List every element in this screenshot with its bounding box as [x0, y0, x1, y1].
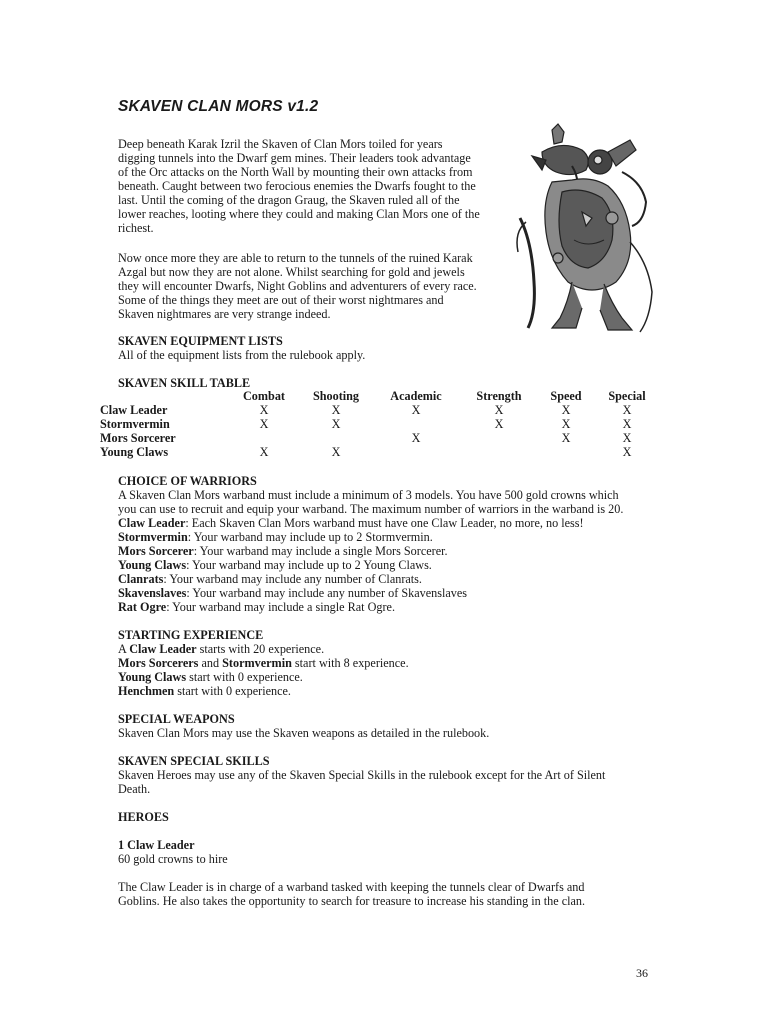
warrior-name: Young Claws [100, 445, 169, 459]
skill-mark: X [622, 417, 632, 431]
rule-label: Claw Leader [118, 516, 186, 530]
skill-mark [538, 445, 594, 459]
skill-mark [372, 417, 460, 431]
intro-paragraph-2 [118, 251, 503, 321]
table-row [100, 403, 660, 417]
column-header: Special [608, 389, 646, 403]
skill-mark: X [331, 445, 341, 459]
skill-mark [300, 431, 372, 445]
bold-term: Claw Leader [129, 642, 197, 656]
rule-text: : Each Skaven Clan Mors warband must have one Claw Leader, no more, no less! [185, 516, 584, 530]
text-line: The Claw Leader is in charge of a warband tasked with keeping the tunnels clear of Dwarfs and [118, 880, 585, 894]
rule-label: Mors Sorcerer [118, 544, 194, 558]
experience-line [118, 642, 658, 656]
claw-leader-description [118, 880, 658, 908]
text-line: Skaven nightmares are very strange indeed. [118, 307, 331, 321]
warrior-name: Claw Leader [100, 403, 168, 417]
rule-label: Rat Ogre [118, 600, 167, 614]
column-header: Combat [243, 389, 285, 403]
page-number: 36 [636, 966, 648, 980]
bold-term: Henchmen [118, 684, 175, 698]
skill-mark: X [561, 417, 571, 431]
warrior-rule [118, 516, 658, 530]
skill-mark: X [411, 431, 421, 445]
section-heading: SPECIAL WEAPONS [118, 712, 235, 726]
skaven-illustration [512, 122, 658, 338]
skill-mark: X [331, 417, 341, 431]
rule-label: Young Claws [118, 558, 187, 572]
text-line: you can use to recruit and equip your warband. The maximum number of warriors in the warband is 20. [118, 502, 624, 516]
text-span: start with 0 experience. [186, 670, 303, 684]
text-line: A Skaven Clan Mors warband must include a minimum of 3 models. You have 500 gold crowns which [118, 488, 619, 502]
text-line: digging tunnels into the Dwarf gem mines. Their leaders took advantage [118, 151, 471, 165]
rule-text: : Your warband may include any number of Clanrats. [163, 572, 422, 586]
warrior-rule [118, 530, 658, 544]
heroes-section [118, 810, 658, 824]
text-span: and [198, 656, 223, 670]
skill-mark: X [331, 403, 341, 417]
section-heading: HEROES [118, 810, 169, 824]
skill-mark: X [259, 417, 269, 431]
column-header: Speed [550, 389, 582, 403]
bold-term: Young Claws [118, 670, 187, 684]
rule-text: : Your warband may include any number of Skavenslaves [186, 586, 467, 600]
text-line: Skaven Heroes may use any of the Skaven Special Skills in the rulebook except for the Art of Silent [118, 768, 606, 782]
skill-mark: X [622, 445, 632, 459]
special-skills-section [118, 754, 658, 796]
skill-mark: X [411, 403, 421, 417]
skill-mark: X [259, 403, 269, 417]
text-span: start with 0 experience. [174, 684, 291, 698]
equipment-section [118, 334, 658, 362]
skill-table [100, 389, 660, 459]
skill-table-heading [118, 376, 658, 390]
text-span: start with 8 experience. [291, 656, 409, 670]
section-heading: STARTING EXPERIENCE [118, 628, 264, 642]
experience-line [118, 670, 658, 684]
skaven-warrior-drawing [512, 122, 658, 338]
skill-mark: X [259, 445, 269, 459]
warrior-rule [118, 586, 658, 600]
text-line: Death. [118, 782, 151, 796]
page-title: SKAVEN CLAN MORS v1.2 [118, 98, 319, 115]
table-row [100, 431, 660, 445]
bold-term: Stormvermin [222, 656, 292, 670]
text-line: Azgal but now they are not alone. Whilst searching for gold and jewels [118, 265, 465, 279]
skill-mark [460, 445, 538, 459]
rule-label: Skavenslaves [118, 586, 187, 600]
claw-leader-entry [118, 838, 658, 866]
rule-text: : Your warband may include up to 2 Young Claws. [186, 558, 432, 572]
column-header: Shooting [312, 389, 360, 403]
table-header-row [100, 389, 660, 403]
section-text: Skaven Clan Mors may use the Skaven weapons as detailed in the rulebook. [118, 726, 490, 740]
warrior-rule [118, 544, 658, 558]
text-line: last. Until the coming of the dragon Graug, the Skaven ruled all of the [118, 193, 460, 207]
bold-term: Mors Sorcerers [118, 656, 199, 670]
skill-mark: X [561, 431, 571, 445]
experience-line [118, 684, 658, 698]
rule-text: : Your warband may include a single Rat Ogre. [166, 600, 395, 614]
warrior-name: Mors Sorcerer [100, 431, 176, 445]
skill-mark [460, 431, 538, 445]
experience-line [118, 656, 658, 670]
skill-mark: X [622, 403, 632, 417]
choice-of-warriors-section [118, 474, 658, 614]
skill-mark [228, 431, 300, 445]
section-heading: SKAVEN SKILL TABLE [118, 376, 251, 390]
text-line: they will encounter Dwarfs, Night Goblins and adventurers of every race. [118, 279, 477, 293]
rule-text: : Your warband may include up to 2 Stormvermin. [187, 530, 433, 544]
text-line: of the Orc attacks on the North Wall by mounting their own attacks from [118, 165, 473, 179]
text-line: Now once more they are able to return to the tunnels of the ruined Karak [118, 251, 473, 265]
text-span: A [118, 642, 130, 656]
text-line: Some of the things they meet are out of their worst nightmares and [118, 293, 444, 307]
warrior-rule [118, 572, 658, 586]
column-header: Academic [390, 389, 442, 403]
skill-mark: X [622, 431, 632, 445]
column-header: Strength [476, 389, 522, 403]
warrior-rule [118, 558, 658, 572]
text-line: Deep beneath Karak Izril the Skaven of Clan Mors toiled for years [118, 137, 443, 151]
text-line: Goblins. He also takes the opportunity to search for treasure to increase his standing in the clan. [118, 894, 586, 908]
section-heading: SKAVEN EQUIPMENT LISTS [118, 334, 283, 348]
section-heading: CHOICE OF WARRIORS [118, 474, 257, 488]
section-heading: SKAVEN SPECIAL SKILLS [118, 754, 270, 768]
table-row [100, 417, 660, 431]
rule-label: Clanrats [118, 572, 164, 586]
skill-mark: X [494, 417, 504, 431]
rule-label: Stormvermin [118, 530, 188, 544]
text-line: lower reaches, looting where they could and making Clan Mors one of the [118, 207, 480, 221]
table-row [100, 445, 660, 459]
rule-text: : Your warband may include a single Mors Sorcerer. [193, 544, 448, 558]
text-span: starts with 20 experience. [196, 642, 325, 656]
skill-mark: X [561, 403, 571, 417]
hero-title: 1 Claw Leader [118, 838, 195, 852]
intro-paragraph-1 [118, 137, 503, 235]
text-line: richest. [118, 221, 154, 235]
section-text: All of the equipment lists from the rulebook apply. [118, 348, 366, 362]
warrior-rule [118, 600, 658, 614]
skill-mark [372, 445, 460, 459]
skill-mark: X [494, 403, 504, 417]
warrior-name: Stormvermin [100, 417, 170, 431]
starting-experience-section [118, 628, 658, 698]
text-line: beneath. Caught between two ferocious enemies the Dwarfs fought to the [118, 179, 476, 193]
hero-cost: 60 gold crowns to hire [118, 852, 228, 866]
special-weapons-section [118, 712, 658, 740]
